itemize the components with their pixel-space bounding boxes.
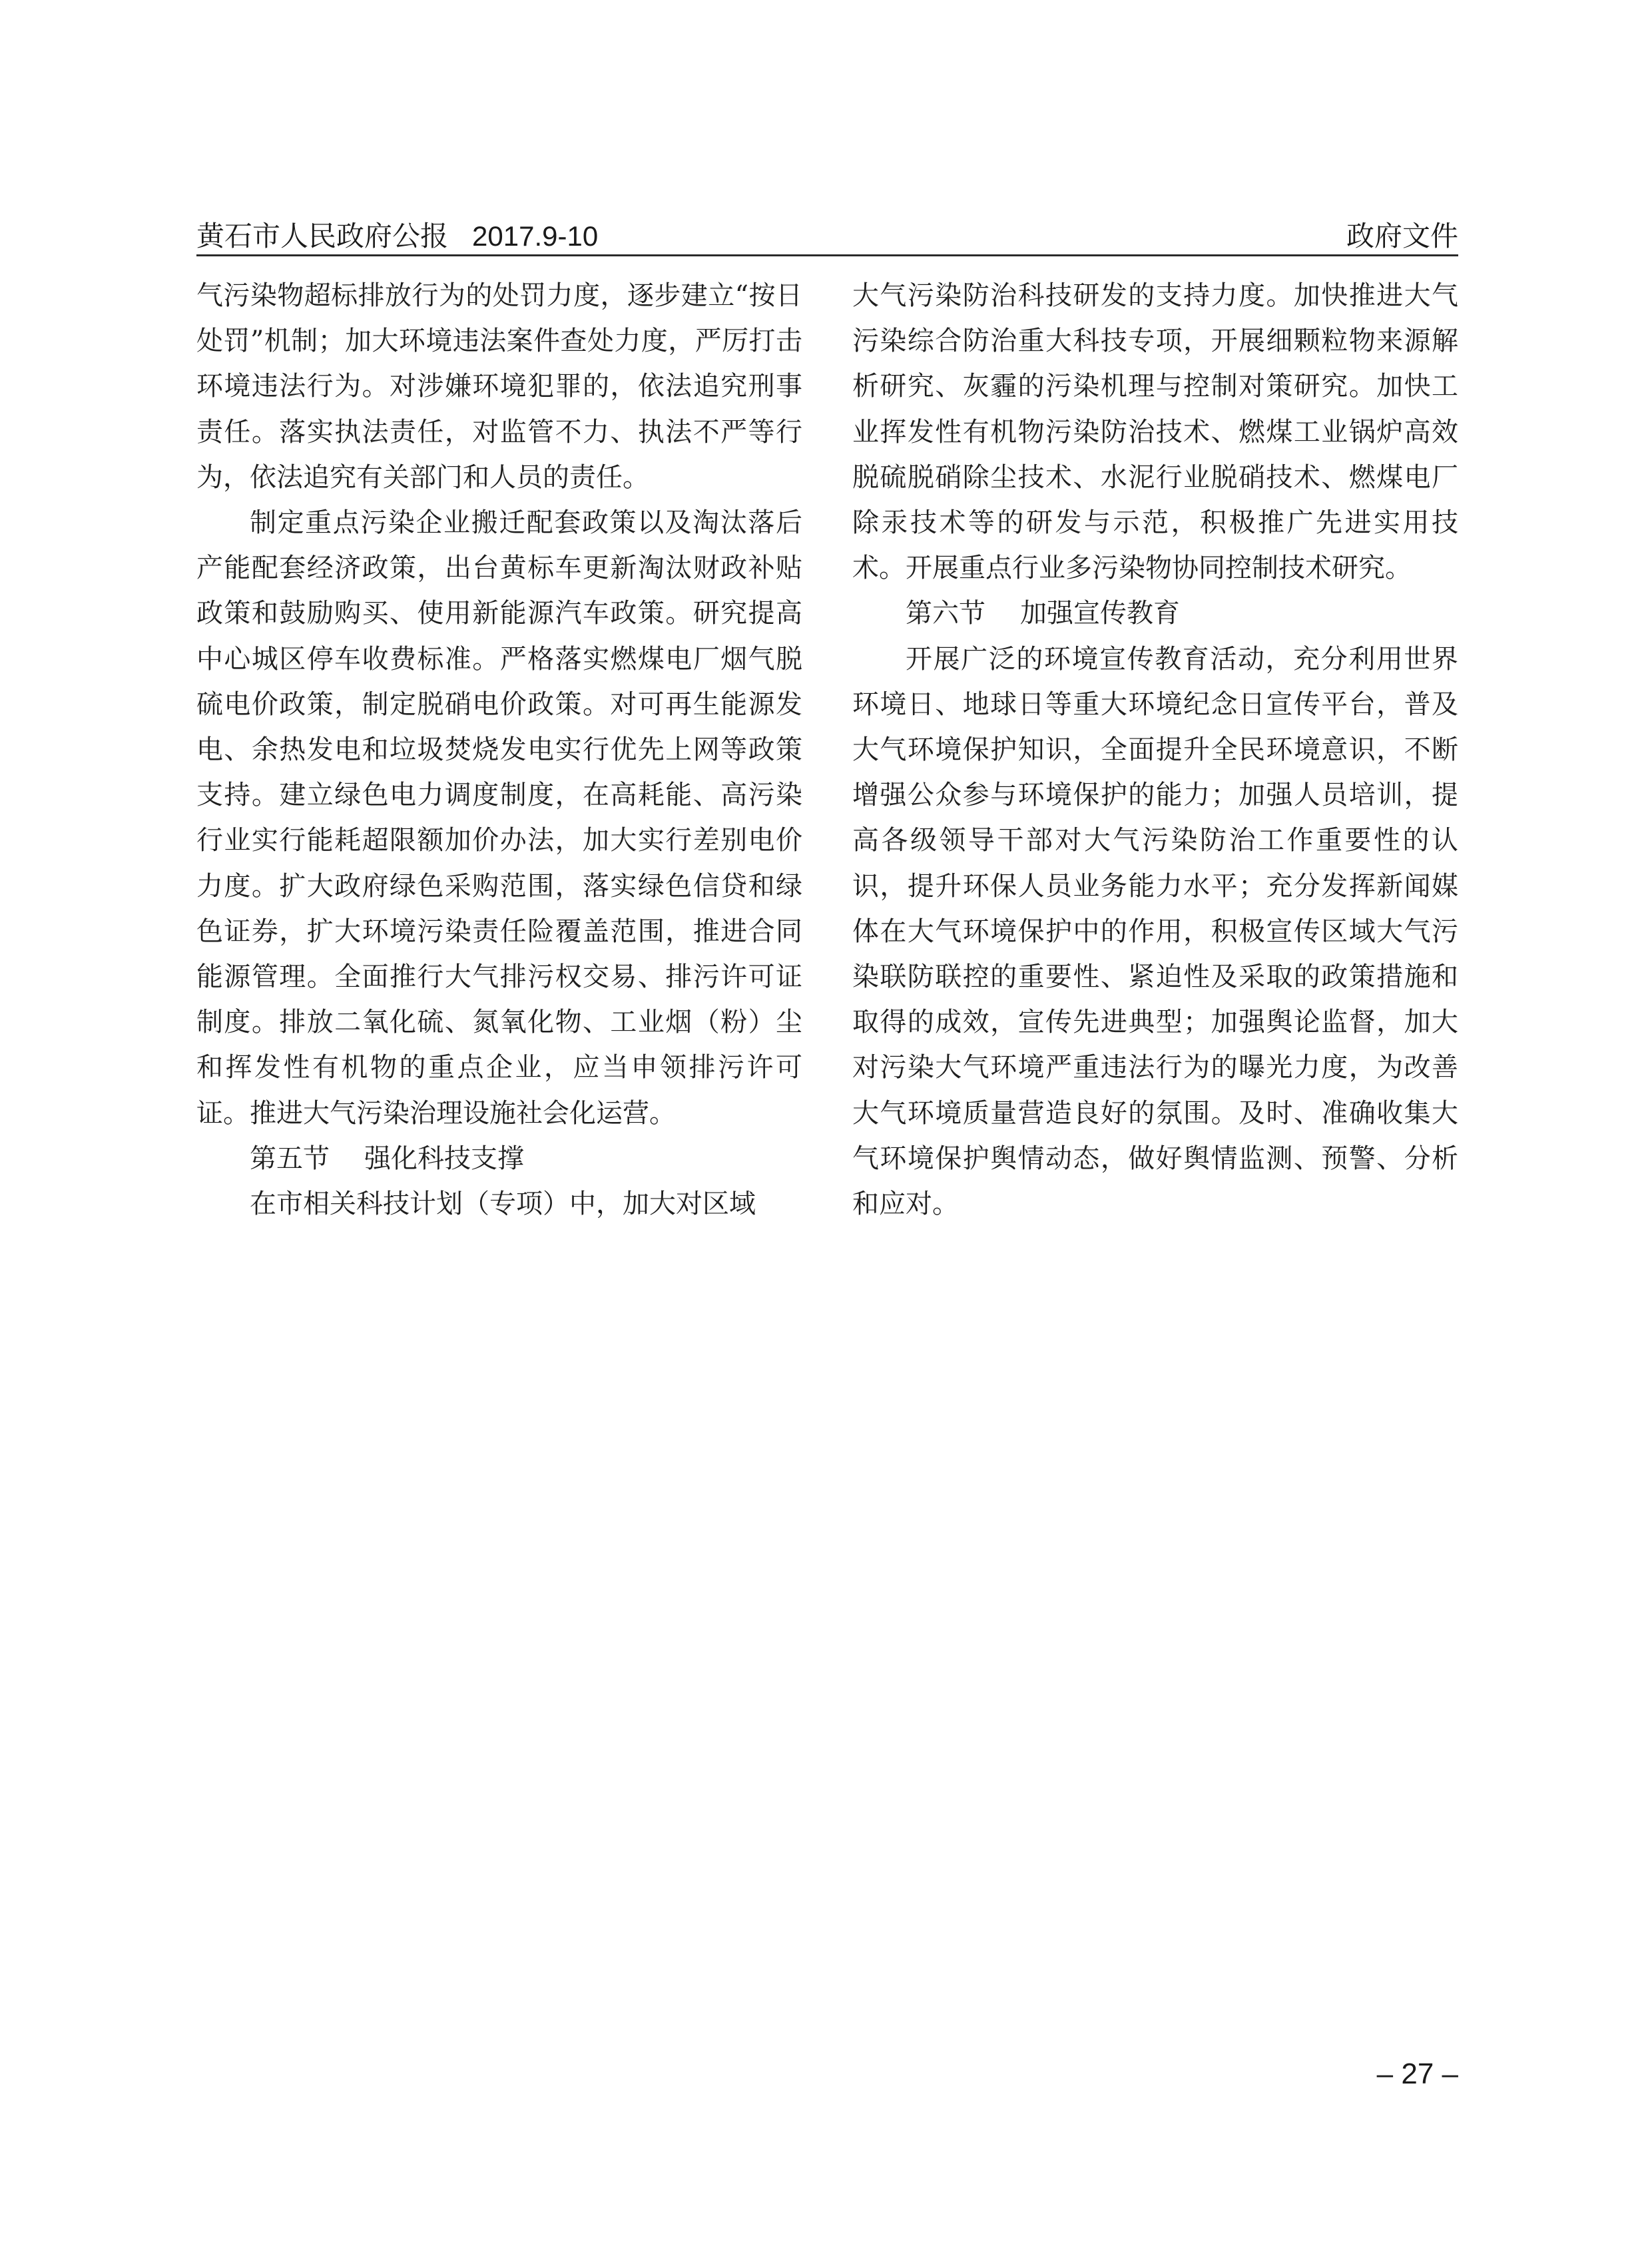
publication-title: 黄石市人民政府公报	[196, 220, 449, 252]
header-left	[196, 214, 598, 254]
section-6-number: 第六节	[906, 598, 985, 629]
section-5-number: 第五节	[250, 1143, 330, 1174]
section-heading-6	[852, 591, 1458, 636]
paragraph-tech-support-start: 在市相关科技计划（专项）中，加大对区域	[250, 1189, 756, 1220]
paragraph-economic-policy: 制定重点污染企业搬迁配套政策以及淘汰落后产能配套经济政策，出台黄标车更新淘汰财政补贴政策和鼓励购买、使用新能源汽车政策。研究提高中心城区停车收费标准。严格落实燃煤电厂烟气脱硫电价政策，制定脱硝电价政策。对可再生能源发电、余热发电和垃圾焚烧发电实行优先上网等政策支持。建立绿色电力调度制度，在高耗能、高污染行业实行能耗超限额加价办法，加大实行差别电价力度。扩大政府绿色采购范围，落实绿色信贷和绿色证券，扩大环境污染责任险覆盖范围，推进合同能源管理。全面推行大气排污权交易、排污许可证制度。排放二氧化硫、氮氧化物、工业烟（粉）尘和挥发性有机物的重点企业，应当申领排污许可证。推进大气污染治理设施社会化运营。	[196, 507, 802, 1129]
section-5-title: 强化科技支撑	[364, 1143, 524, 1174]
section-6-title: 加强宣传教育	[1020, 598, 1180, 629]
section-heading-5	[196, 1136, 802, 1181]
issue-number: 2017.9-10	[472, 220, 599, 252]
paragraph-penalty-continuation: 气污染物超标排放行为的处罚力度，逐步建立“按日处罚”机制；加大环境违法案件查处力度，严厉打击环境违法行为。对涉嫌环境犯罪的，依法追究刑事责任。落实执法责任，对监管不力、执法不严等行为，依法追究有关部门和人员的责任。	[196, 280, 802, 493]
section-label: 政府文件	[1346, 220, 1458, 252]
page-number: – 27 –	[1376, 2058, 1458, 2090]
running-header	[196, 214, 1458, 254]
paragraph-publicity-education: 开展广泛的环境宣传教育活动，充分利用世界环境日、地球日等重大环境纪念日宣传平台，普及大气环境保护知识，全面提升全民环境意识，不断增强公众参与环境保护的能力；加强人员培训，提高各级领导干部对大气污染防治工作重要性的认识，提升环保人员业务能力水平；充分发挥新闻媒体在大气环境保护中的作用，积极宣传区域大气污染联防联控的重要性、紧迫性及采取的政策措施和取得的成效，宣传先进典型；加强舆论监督，加大对污染大气环境严重违法行为的曝光力度，为改善大气环境质量营造良好的氛围。及时、准确收集大气环境保护舆情动态，做好舆情监测、预警、分析和应对。	[852, 643, 1458, 1220]
left-column	[196, 273, 802, 1227]
paragraph-tech-support-continuation: 大气污染防治科技研发的支持力度。加快推进大气污染综合防治重大科技专项，开展细颗粒物来源解析研究、灰霾的污染机理与控制对策研究。加快工业挥发性有机物污染防治技术、燃煤工业锅炉高效脱硫脱硝除尘技术、水泥行业脱硝技术、燃煤电厂除汞技术等的研发与示范，积极推广先进实用技术。开展重点行业多污染物协同控制技术研究。	[852, 280, 1458, 584]
right-column	[852, 273, 1458, 1227]
header-rule	[196, 254, 1458, 256]
